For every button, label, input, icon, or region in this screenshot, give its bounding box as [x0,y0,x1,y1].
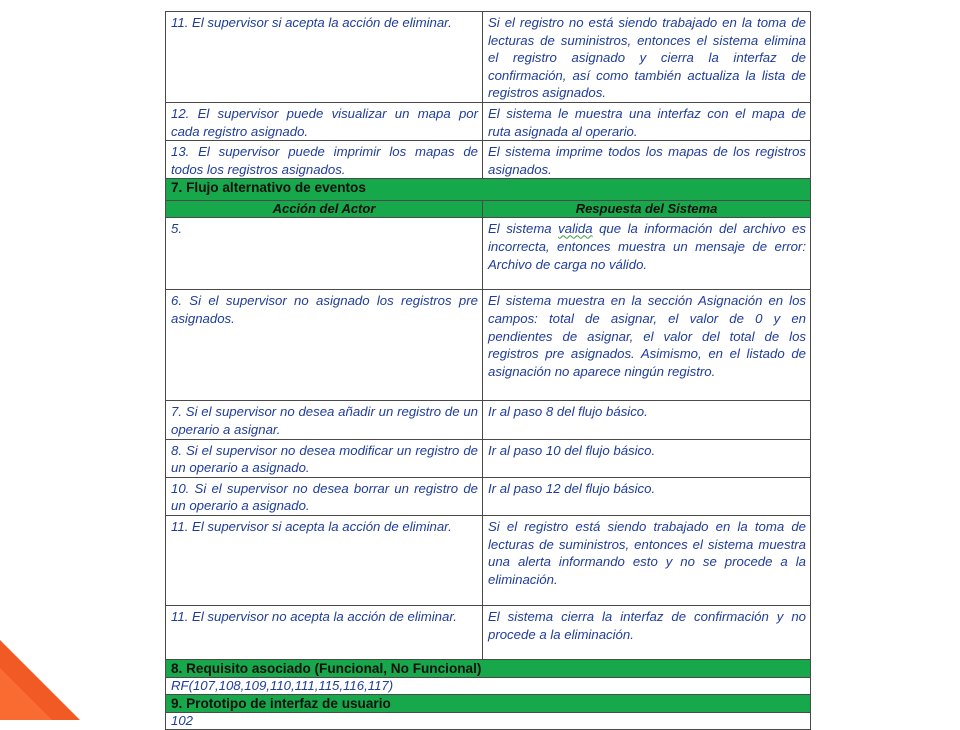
table-row [166,141,811,179]
table-row [166,218,811,290]
actor-cell: 5. [166,218,483,290]
spellcheck-word: valida [558,221,593,237]
actor-cell: 11. El supervisor si acepta la acción de eliminar. [166,12,483,103]
actor-cell: 11. El supervisor no acepta la acción de eliminar. [166,605,483,659]
actor-cell: 12. El supervisor puede visualizar un mapa por cada registro asignado. [166,102,483,140]
table-row [166,290,811,401]
system-text: El sistema [488,221,559,237]
table-row [166,515,811,605]
system-cell: Ir al paso 12 del flujo básico. [483,477,811,515]
section-title: 9. Prototipo de interfaz de usuario [166,694,811,712]
column-header-actor: Acción del Actor [166,201,483,218]
actor-cell: 13. El supervisor puede imprimir los mapas de todos los registros asignados. [166,141,483,179]
system-cell: Si el registro no está siendo trabajado en la toma de lecturas de suministros, entonces el sistema elimina el registro asignado y cierra la interfaz de confirmación, así como también actualiza la lista de registros asignados. [483,12,811,103]
table-row [166,401,811,439]
system-cell: Ir al paso 10 del flujo básico. [483,439,811,477]
requirement-value: RF(107,108,109,110,111,115,116,117) [166,677,811,694]
column-header-system: Respuesta del Sistema [483,201,811,218]
table-row [166,102,811,140]
table-row [166,12,811,103]
actor-cell: 11. El supervisor si acepta la acción de eliminar. [166,515,483,605]
use-case-table [165,11,811,730]
system-cell: Ir al paso 8 del flujo básico. [483,401,811,439]
actor-cell: 7. Si el supervisor no desea añadir un registro de un operario a asignar. [166,401,483,439]
system-cell: Si el registro está siendo trabajado en la toma de lecturas de suministros, entonces el sistema muestra una alerta informando esto y no se procede a la eliminación. [483,515,811,605]
actor-cell: 8. Si el supervisor no desea modificar un registro de un operario a asignado. [166,439,483,477]
system-text: que la información del archivo es incorrecta, entonces muestra un mensaje de error: Archivo de carga no válido. [488,221,806,272]
system-cell [483,218,811,290]
system-cell: El sistema cierra la interfaz de confirmación y no procede a la eliminación. [483,605,811,659]
column-header-row [166,201,811,218]
actor-cell: 6. Si el supervisor no asignado los registros pre asignados. [166,290,483,401]
prototype-value: 102 [166,712,811,729]
section-title: 8. Requisito asociado (Funcional, No Funcional) [166,659,811,677]
section-header [166,694,811,712]
table-row [166,439,811,477]
table-row [166,605,811,659]
system-cell: El sistema le muestra una interfaz con el mapa de ruta asignada al operario. [483,102,811,140]
system-cell: El sistema imprime todos los mapas de los registros asignados. [483,141,811,179]
actor-cell: 10. Si el supervisor no desea borrar un registro de un operario a asignado. [166,477,483,515]
table-row [166,677,811,694]
table-row [166,477,811,515]
section-header [166,179,811,201]
system-cell: El sistema muestra en la sección Asignación en los campos: total de asignar, el valor de 0 y en pendientes de asignar, el valor del total de los registros pre asignados. Asimismo, en el listado de asignación no aparece ningún registro. [483,290,811,401]
table-row [166,712,811,729]
section-header [166,659,811,677]
orange-corner-highlight [0,668,52,720]
section-title: 7. Flujo alternativo de eventos [166,179,811,201]
